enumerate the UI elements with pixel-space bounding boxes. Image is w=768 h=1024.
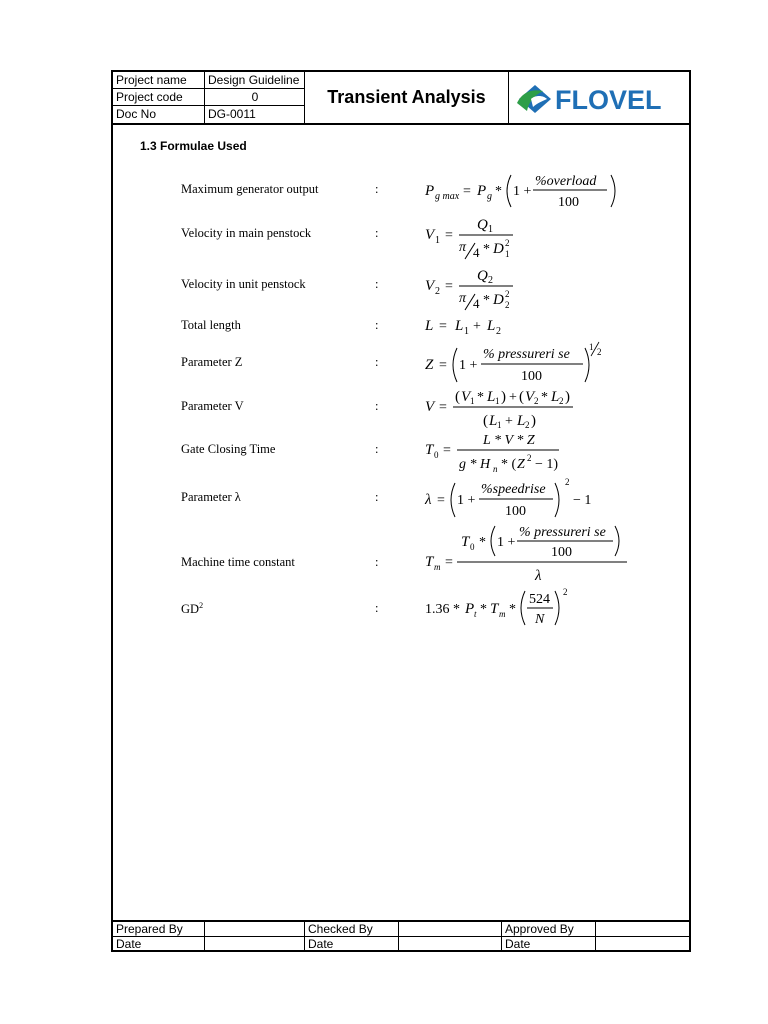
drop-logo-icon — [517, 85, 551, 113]
svg-text:%speedrise: %speedrise — [481, 482, 546, 497]
svg-text:T: T — [461, 534, 470, 550]
svg-text:Z: Z — [425, 357, 434, 373]
formula-label: Maximum generator output — [181, 182, 319, 196]
svg-text:λ: λ — [535, 568, 542, 584]
svg-text:T: T — [490, 601, 499, 617]
svg-text:100: 100 — [558, 195, 579, 210]
svg-text:+: + — [505, 414, 513, 429]
svg-text:t: t — [474, 609, 477, 619]
formula-colon: : — [375, 182, 379, 196]
doc-no-label: Doc No — [116, 107, 157, 121]
svg-text:V: V — [425, 227, 435, 243]
svg-text:1: 1 — [435, 235, 440, 246]
svg-text:Z: Z — [517, 457, 525, 472]
svg-text:T: T — [425, 554, 434, 570]
formula-label: Velocity in main penstock — [181, 226, 312, 240]
project-name-label: Project name — [116, 73, 187, 87]
svg-text:1 +: 1 + — [497, 535, 516, 550]
svg-text:*: * — [495, 184, 502, 199]
svg-text:100: 100 — [551, 545, 572, 560]
svg-text:L: L — [551, 389, 560, 405]
svg-text:2: 2 — [525, 420, 530, 430]
formula-colon: : — [375, 355, 379, 369]
svg-text:2: 2 — [435, 286, 440, 297]
svg-text:1: 1 — [505, 249, 510, 259]
svg-text:=: = — [437, 493, 445, 508]
svg-text:V: V — [525, 389, 535, 405]
formula-label: Parameter λ — [181, 490, 241, 504]
svg-text:=: = — [445, 555, 453, 570]
date-label: Date — [505, 937, 531, 951]
svg-text:m: m — [434, 562, 441, 572]
svg-text:1: 1 — [488, 224, 493, 235]
svg-text:L: L — [487, 389, 496, 405]
header-block — [113, 72, 689, 125]
formula-colon: : — [375, 490, 379, 504]
logo-text: FLOVEL — [555, 85, 662, 115]
formula-colon: : — [375, 399, 379, 413]
formula-label: Machine time constant — [181, 555, 295, 569]
formula-label: Velocity in unit penstock — [181, 277, 306, 291]
svg-text:1: 1 — [464, 326, 469, 337]
svg-text:100: 100 — [505, 504, 526, 519]
svg-text:1: 1 — [497, 420, 502, 430]
svg-text:P: P — [477, 183, 487, 199]
svg-text:2: 2 — [505, 238, 510, 248]
formula-label — [181, 601, 203, 617]
svg-text:L: L — [489, 413, 498, 429]
svg-text:D: D — [493, 292, 504, 308]
formula-machine-time-constant — [413, 518, 633, 591]
svg-text:): ) — [531, 413, 536, 429]
divider — [204, 72, 205, 123]
svg-text:L: L — [455, 318, 464, 334]
svg-text:=: = — [445, 279, 453, 294]
gd-label-text: GD — [181, 602, 200, 617]
svg-text:*: * — [483, 293, 490, 308]
svg-text:=: = — [439, 358, 447, 373]
project-name-value: Design Guideline — [208, 73, 300, 87]
svg-text:4: 4 — [473, 245, 480, 260]
formula-colon: : — [375, 277, 379, 291]
divider — [304, 922, 305, 952]
svg-text:2: 2 — [505, 300, 510, 310]
svg-text:2: 2 — [565, 477, 570, 487]
signature-footer — [113, 920, 689, 952]
formula-label: Parameter V — [181, 399, 244, 413]
svg-text:(: ( — [519, 389, 524, 405]
svg-text:2: 2 — [527, 453, 532, 463]
svg-text:=: = — [463, 184, 471, 199]
svg-text:π: π — [459, 291, 467, 306]
svg-text:4: 4 — [473, 296, 480, 311]
svg-text:g * H: g * H — [459, 457, 491, 472]
svg-text:λ: λ — [425, 492, 432, 508]
formula-velocity-main — [413, 211, 553, 266]
date-label: Date — [308, 937, 334, 951]
formula-colon: : — [375, 318, 379, 332]
formula-label: Total length — [181, 318, 241, 332]
svg-text:(: ( — [455, 389, 460, 405]
formula-colon: : — [375, 601, 379, 615]
divider — [595, 922, 596, 952]
doc-no-value: DG-0011 — [208, 107, 256, 121]
svg-text:*: * — [480, 602, 487, 617]
svg-text:g max: g max — [435, 191, 460, 202]
svg-text:0: 0 — [434, 450, 439, 460]
formula-colon: : — [375, 226, 379, 240]
svg-text:% pressureri se: % pressureri se — [519, 525, 606, 540]
svg-text:1 +: 1 + — [513, 184, 532, 199]
svg-text:g: g — [487, 191, 492, 202]
page-title: Transient Analysis — [327, 87, 486, 107]
svg-text:1 +: 1 + — [459, 358, 478, 373]
svg-text:2: 2 — [559, 396, 564, 406]
svg-text:L: L — [425, 318, 434, 334]
svg-text:L * V * Z: L * V * Z — [483, 433, 535, 448]
svg-text:V: V — [425, 399, 435, 415]
svg-text:(: ( — [483, 413, 488, 429]
svg-text:2: 2 — [505, 289, 510, 299]
formula-label: Parameter Z — [181, 355, 243, 369]
svg-text:π: π — [459, 240, 467, 255]
divider — [204, 922, 205, 952]
svg-text:2: 2 — [563, 587, 568, 597]
svg-text:T: T — [425, 442, 434, 458]
divider — [113, 936, 689, 937]
formula-colon: : — [375, 442, 379, 456]
svg-text:* (: * ( — [501, 457, 517, 472]
divider — [113, 88, 305, 89]
divider — [508, 72, 509, 123]
flovel-logo — [513, 77, 685, 119]
project-code-label: Project code — [116, 90, 183, 104]
svg-text:Q: Q — [477, 268, 488, 284]
svg-text:D: D — [493, 241, 504, 257]
formula-gate-closing-time — [413, 426, 613, 479]
svg-text:1 +: 1 + — [457, 493, 476, 508]
svg-text:% pressureri se: % pressureri se — [483, 347, 570, 362]
svg-text:1: 1 — [495, 396, 500, 406]
divider — [398, 922, 399, 952]
approved-by-label: Approved By — [505, 922, 574, 936]
date-label: Date — [116, 937, 142, 951]
svg-text:− 1: − 1 — [573, 493, 592, 508]
project-code-value: 0 — [251, 90, 259, 104]
svg-text:100: 100 — [521, 369, 542, 384]
svg-text:): ) — [565, 389, 570, 405]
svg-text:0: 0 — [470, 542, 475, 552]
divider — [501, 922, 502, 952]
svg-text:m: m — [499, 609, 506, 619]
formula-colon: : — [375, 555, 379, 569]
section-title: 1.3 Formulae Used — [140, 139, 247, 153]
svg-text:524: 524 — [529, 592, 550, 607]
svg-text:n: n — [493, 464, 498, 474]
svg-text:=: = — [443, 443, 451, 458]
svg-text:+: + — [473, 319, 481, 334]
svg-text:1: 1 — [589, 342, 594, 352]
svg-text:2: 2 — [534, 396, 539, 406]
prepared-by-label: Prepared By — [116, 922, 183, 936]
svg-text:V: V — [461, 389, 471, 405]
svg-text:Q: Q — [477, 217, 488, 233]
svg-text:+: + — [509, 390, 517, 405]
svg-text:2: 2 — [597, 347, 602, 357]
svg-text:1.36 *: 1.36 * — [425, 602, 460, 617]
svg-text:*: * — [541, 390, 548, 405]
formula-gd2 — [413, 585, 613, 636]
divider — [113, 105, 305, 106]
document-frame — [111, 70, 691, 952]
svg-text:%overload: %overload — [535, 174, 597, 189]
formula-velocity-unit — [413, 262, 553, 317]
svg-text:N: N — [535, 612, 545, 627]
svg-text:=: = — [439, 400, 447, 415]
svg-text:*: * — [509, 602, 516, 617]
formula-label: Gate Closing Time — [181, 442, 276, 456]
svg-text:L: L — [517, 413, 526, 429]
svg-text:1: 1 — [470, 396, 475, 406]
svg-text:=: = — [439, 319, 447, 334]
svg-text:): ) — [501, 389, 506, 405]
svg-text:*: * — [483, 242, 490, 257]
svg-text:P: P — [465, 601, 475, 617]
checked-by-label: Checked By — [308, 922, 373, 936]
svg-text:L: L — [487, 318, 496, 334]
gd-label-sup: 2 — [199, 601, 204, 610]
svg-text:2: 2 — [488, 275, 493, 286]
svg-text:*: * — [477, 390, 484, 405]
svg-text:− 1): − 1) — [535, 457, 559, 472]
svg-text:=: = — [445, 228, 453, 243]
svg-text:P: P — [425, 183, 435, 199]
svg-text:2: 2 — [496, 326, 501, 337]
svg-text:V: V — [425, 278, 435, 294]
svg-text:*: * — [479, 535, 486, 550]
